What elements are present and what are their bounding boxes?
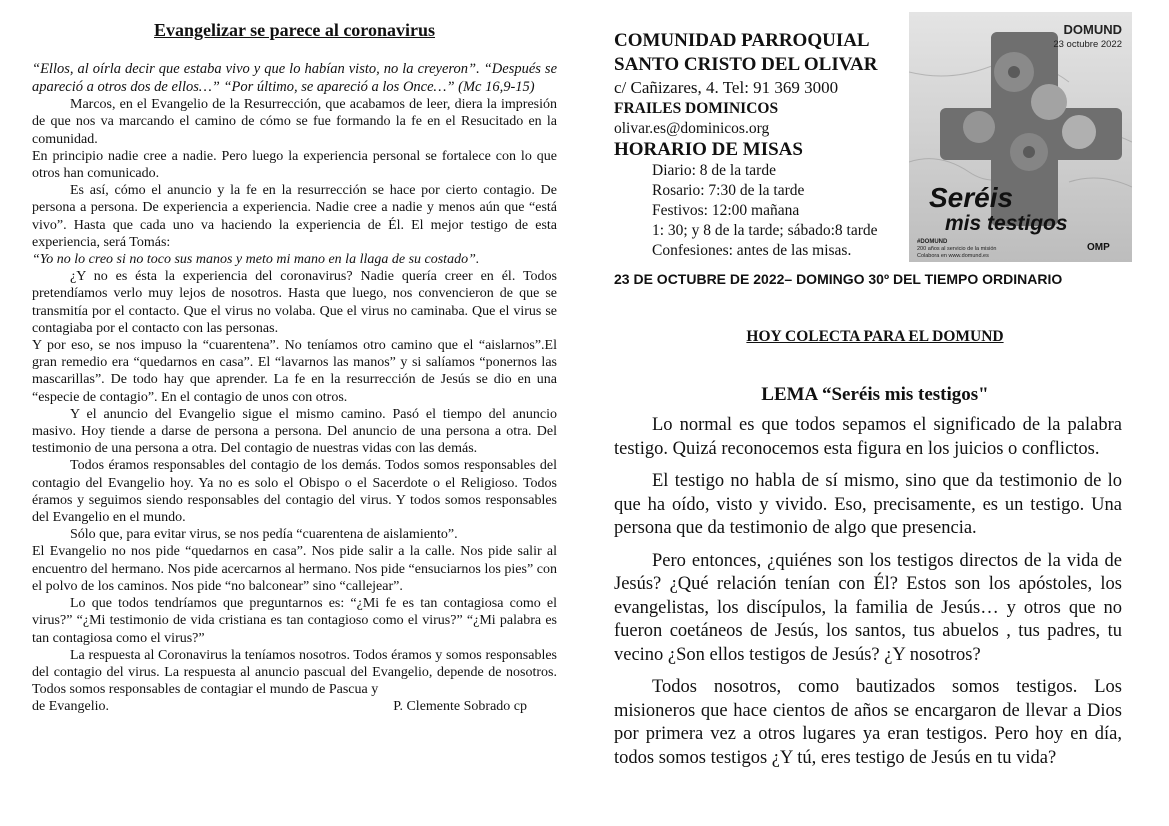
parish-email: olivar.es@dominicos.org: [614, 120, 770, 137]
article-paragraph: Es así, cómo el anuncio y la fe en la resurrección se hace por cierto contagio. De persona a persona. De experiencia a experiencia. Nadie cree a nadie y menos aún que “está vivo”. Hasta que cada uno va haciendo la experiencia de Él. El mejor testigo de esta experiencia, será Tomás:: [32, 183, 557, 250]
schedule-line: Festivos: 12:00 mañana: [652, 202, 800, 219]
parish-header: [614, 29, 914, 261]
article-title: Evangelizar se parece al coronavirus: [154, 20, 435, 40]
poster-hashtag: #DOMUND: [917, 239, 948, 245]
article-paragraph: “Yo no lo creo si no toco sus manos y meto mi mano en la llaga de su costado”.: [32, 252, 480, 268]
article-paragraph: Y por eso, se nos impuso la “cuarentena”. No teníamos otro camino que el “aislarnos”.El gran remedio era “quedarnos en casa”. El “lavarnos las manos” y si salíamos “ponernos las mascarillas”. De todo hay que aprender. La fe en la resurrección de Jesús se dio en una “especie de contagio”. En el contagio de unos con otros.: [32, 338, 557, 405]
article-paragraph: Sólo que, para evitar virus, se nos pedía “cuarentena de aislamiento”.: [70, 527, 458, 543]
article-paragraph: ¿Y no es ésta la experiencia del coronavirus? Nadie quería creer en él. Todos pretendíamos verlo muy lejos de nosotros. Hasta que luego, nos convencieron de que se transmitía por el contacto. Que el virus no volaba. Que el virus no caminaba. Que el virus se contagiaba por el contacto con las personas.: [32, 269, 557, 336]
poster-slogan-1: Seréis: [929, 182, 1014, 213]
signature-line: [32, 698, 557, 715]
poster-slogan-2: mis testigos: [945, 212, 1068, 235]
article-paragraph: La respuesta al Coronavirus la teníamos nosotros. Todos éramos y somos responsables del contagio del virus. La respuesta al anuncio pascual del Evangelio, depende de nosotros. Todos somos responsables de contagiar el mundo de Pascua y: [32, 647, 557, 698]
author-name: P. Clemente Sobrado cp: [393, 699, 527, 715]
motto-paragraph: El testigo no habla de sí mismo, sino que da testimonio de lo que ha oído, visto y vivido. Eso, precisamente, es un testigo. Una persona que da testimonio de algo que presencia.: [614, 471, 1122, 538]
parish-name-line2: SANTO CRISTO DEL OLIVAR: [614, 54, 878, 75]
poster-artwork: [909, 12, 1132, 262]
closing-text: de Evangelio.: [32, 699, 109, 715]
motto-heading: LEMA “Seréis mis testigos": [761, 384, 989, 405]
parish-address: c/ Cañizares, 4. Tel: 91 369 3000: [614, 78, 839, 97]
left-column: [32, 22, 557, 716]
motto-paragraph: Todos nosotros, como bautizados somos testigos. Los misioneros que hace cientos de años se encargaron de llevar a Dios por primera vez a otros lugares ya eran testigos. Pero hoy en día, todos somos testigos ¿Y tú, eres testigo de Jesús en tu vida?: [614, 677, 1122, 768]
poster-footer-web: Colabora en www.domund.es: [917, 253, 989, 259]
article-paragraph: Marcos, en el Evangelio de la Resurrección, que acabamos de leer, diera la impresión de que nos va marcando el camino de cómo se fue formando la fe en el Resucitado en la comunidad.: [32, 97, 557, 147]
mass-schedule-title: HORARIO DE MISAS: [614, 139, 803, 160]
motto-paragraph: Pero entonces, ¿quiénes son los testigos directos de la vida de Jesús? ¿Qué relación tenían con Él? Estos son los apóstoles, los evangelistas, los discípulos, la familia de Jesús… y otros que no fueron coetáneos de Jesús, los santos, tus abuelos , tus padres, tu vecino ¿Son ellos testigos de Jesús? ¿Y nosotros?: [614, 550, 1122, 665]
article-body: [32, 96, 557, 698]
article-paragraph: En principio nadie cree a nadie. Pero luego la experiencia personal se fortalece con lo que otros han comunicado.: [32, 148, 557, 182]
schedule-line: Confesiones: antes de las misas.: [652, 242, 852, 259]
parish-name-line1: COMUNIDAD PARROQUIAL: [614, 30, 870, 51]
scripture-quote: “Ellos, al oírla decir que estaba vivo y que lo habían visto, no la creyeron”. “Después se apareció a otros dos de ellos…” “Por último, se apareció a los Once…” (Mc 16,9-15): [32, 61, 557, 95]
poster-brand: DOMUND: [1063, 22, 1122, 37]
article-paragraph: El Evangelio no nos pide “quedarnos en casa”. Nos pide salir a la calle. Nos pide salir al encuentro del hermano. Nos pide acercarnos al hermano. Nos pide “ensuciarnos los pies” con el polvo de los caminos. Nos pide “no balconear” sino “callejear”.: [32, 544, 557, 594]
mass-schedule: [614, 161, 914, 261]
article-paragraph: Lo que todos tendríamos que preguntarnos es: “¿Mi fe es tan contagiosa como el virus?” “¿Mi testimonio de vida cristiana es tan contagioso como el virus?” “¿Mi palabra es tan contagiosa como el virus?”: [32, 596, 557, 646]
schedule-line: Rosario: 7:30 de la tarde: [652, 182, 805, 199]
motto-paragraph: Lo normal es que todos sepamos el significado de la palabra testigo. Quizá reconocemos esta figura en los juicios o conflictos.: [614, 415, 1122, 459]
poster-footer-text: 200 años al servicio de la misión: [917, 246, 997, 252]
schedule-line: Diario: 8 de la tarde: [652, 162, 776, 179]
article-paragraph: Todos éramos responsables del contagio de los demás. Todos somos responsables del contagio del Evangelio hoy. Ya no es solo el Obispo o el Sacerdote o el Religioso. Todos éramos y seguimos siendo responsables del contagio del virus. Y todos somos responsables del Evangelio en el mundo.: [32, 458, 557, 526]
poster-date: 23 octubre 2022: [1053, 39, 1122, 50]
domund-poster: [909, 12, 1132, 262]
article-paragraph: Y el anuncio del Evangelio sigue el mismo camino. Pasó el tiempo del anuncio masivo. Hoy tiende a darse de persona a persona. Del anuncio de una persona a otra. Del testimonio de una persona a otra. Del contagio de nuestras vidas con las demás.: [32, 406, 557, 457]
collection-heading: HOY COLECTA PARA EL DOMUND: [746, 328, 1004, 345]
motto-body: [614, 414, 1122, 779]
order-name: FRAILES DOMINICOS: [614, 100, 779, 117]
liturgical-date: 23 DE OCTUBRE DE 2022– DOMINGO 30º DEL TIEMPO ORDINARIO: [614, 271, 1063, 287]
omp-logo: OMP: [1087, 242, 1110, 253]
schedule-line: 1: 30; y 8 de la tarde; sábado:8 tarde: [652, 222, 878, 239]
